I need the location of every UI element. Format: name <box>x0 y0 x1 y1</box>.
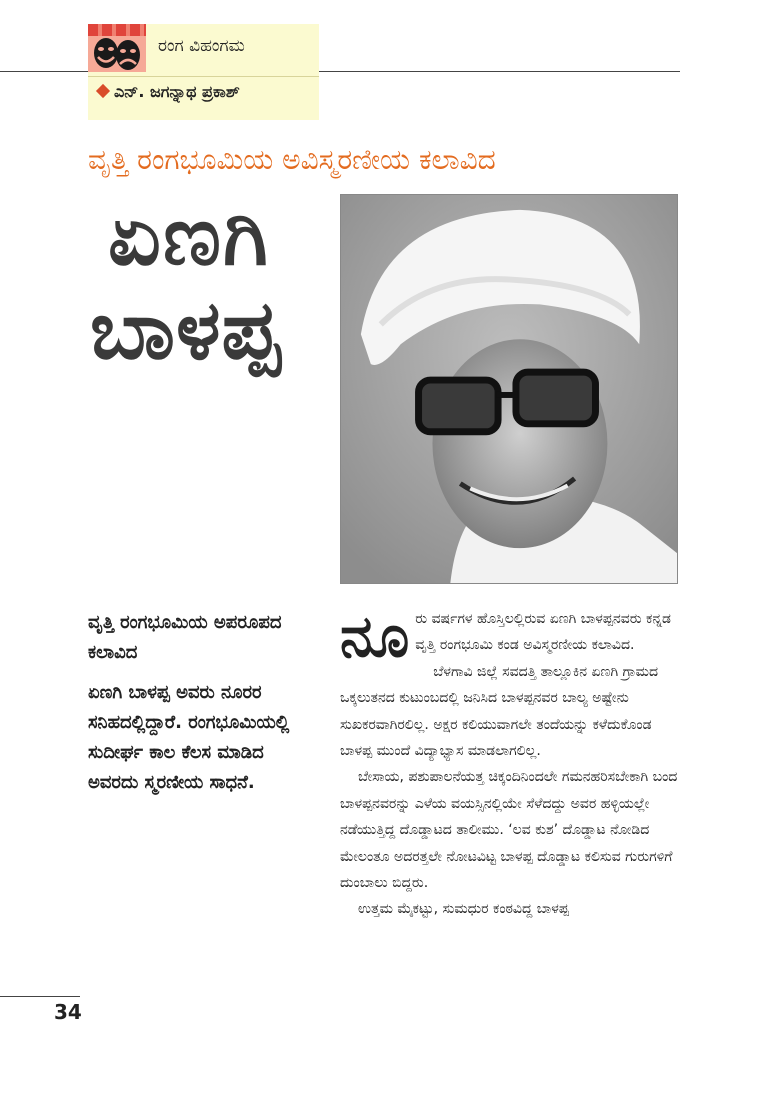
pull-quote-para-1: ವೃತ್ತಿ ರಂಗಭೂಮಿಯ ಅಪರೂಪದ ಕಲಾವಿದ <box>88 612 282 663</box>
diamond-bullet-icon <box>96 84 110 98</box>
article-body <box>340 602 680 923</box>
header-divider <box>88 76 319 77</box>
page-number: 34 <box>54 1000 82 1024</box>
portrait-illustration <box>341 195 677 583</box>
headline-line-1: ಏಣಗಿ <box>108 189 270 284</box>
kicker-title: ವೃತ್ತಿ ರಂಗಭೂಮಿಯ ಅವಿಸ್ಮರಣೀಯ ಕಲಾವಿದ <box>88 143 496 176</box>
pull-quote <box>88 608 318 808</box>
portrait-photo <box>340 194 678 584</box>
author-byline <box>98 82 240 102</box>
article-paragraph: ಬೇಸಾಯ, ಪಶುಪಾಲನೆಯತ್ತ ಚಿಕ್ಕಂದಿನಿಂದಲೇ ಗಮನಹರಿಸಬೇಕಾಗಿ ಬಂದ ಬಾಳಪ್ಪನವರನ್ನು ಎಳೆಯ ವಯಸ್ಸಿನಲ್ಲಿಯೇ ಸೆಳೆದದ್ದು ಅವರ ಹಳ್ಳಿಯಲ್ಲೇ ನಡೆಯುತ್ತಿದ್ದ ದೊಡ್ಡಾಟದ ತಾಲೀಮು. ‘ಲವ ಕುಶ’ ದೊಡ್ಡಾಟ ನೋಡಿದ ಮೇಲಂತೂ ಅದರತ್ತಲೇ ನೋಟವಿಟ್ಟ ಬಾಳಪ್ಪ ದೊಡ್ಡಾಟ ಕಲಿಸುವ ಗುರುಗಳಿಗೆ ದುಂಬಾಲು ಬಿದ್ದರು. <box>340 769 678 892</box>
article-paragraph: ಬೆಳಗಾವಿ ಜಿಲ್ಲೆ ಸವದತ್ತಿ ತಾಲ್ಲೂಕಿನ ಏಣಗಿ ಗ್ರಾಮದ ಒಕ್ಕಲುತನದ ಕುಟುಂಬದಲ್ಲಿ ಜನಿಸಿದ ಬಾಳಪ್ಪನವರ ಬಾಲ್ಯ ಅಷ್ಟೇನು ಸುಖಕರವಾಗಿರಲಿಲ್ಲ. ಅಕ್ಷರ ಕಲಿಯುವಾಗಲೇ ತಂದೆಯನ್ನು ಕಳೆದುಕೊಂಡ ಬಾಳಪ್ಪ ಮುಂದೆ ವಿದ್ಯಾಭ್ಯಾಸ ಮಾಡಲಾಗಲಿಲ್ಲ. <box>340 663 659 760</box>
theatre-masks-icon <box>88 36 146 72</box>
header-stripe <box>88 24 146 36</box>
headline-line-2: ಬಾಳಪ್ಪ <box>90 283 282 378</box>
article-paragraph: ಉತ್ತಮ ಮೈಕಟ್ಟು, ಸುಮಧುರ ಕಂಠವಿದ್ದ ಬಾಳಪ್ಪ <box>358 901 569 918</box>
section-title: ರಂಗ ವಿಹಂಗಮ <box>158 36 245 56</box>
drop-cap: ನೂ <box>340 602 410 670</box>
article-paragraph: ರು ವರ್ಷಗಳ ಹೊಸ್ತಿಲಲ್ಲಿರುವ ಏಣಗಿ ಬಾಳಪ್ಪನವರು ಕನ್ನಡ ವೃತ್ತಿ ರಂಗಭೂಮಿ ಕಂಡ ಅವಿಸ್ಮರಣೀಯ ಕಲಾವಿದ. <box>415 611 671 654</box>
masks-graphic <box>88 36 146 72</box>
pull-quote-para-2: ಏಣಗಿ ಬಾಳಪ್ಪ ಅವರು ನೂರರ ಸನಿಹದಲ್ಲಿದ್ದಾರೆ. ರಂಗಭೂಮಿಯಲ್ಲಿ ಸುದೀರ್ಘ ಕಾಲ ಕೆಲಸ ಮಾಡಿದ ಅವರದು ಸ್ಮರಣೀಯ ಸಾಧನೆ. <box>88 682 290 793</box>
footer-rule <box>0 996 80 997</box>
author-name: ಎನ್. ಜಗನ್ನಾಥ ಪ್ರಕಾಶ್ <box>114 82 240 101</box>
